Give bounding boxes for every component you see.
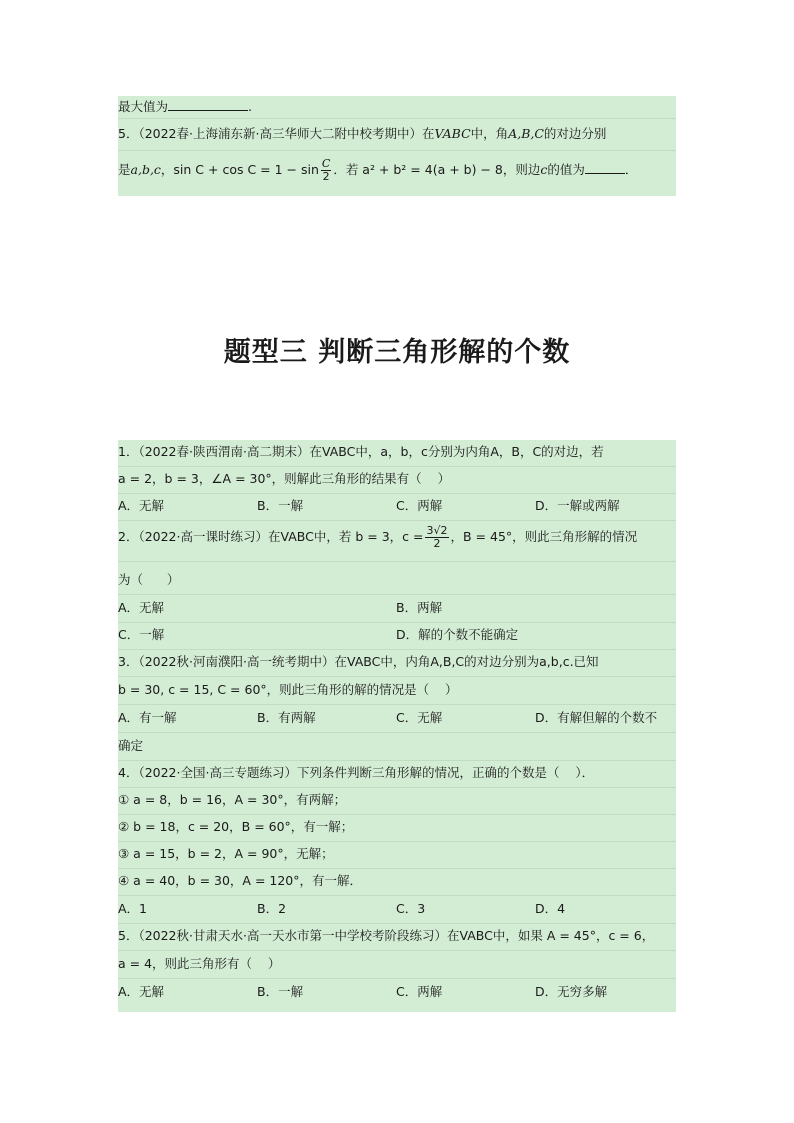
q2-stem-2: 为（ ） bbox=[118, 572, 180, 587]
q4-item-2: ② b = 18，c = 20，B = 60°，有一解； bbox=[118, 819, 354, 834]
q4-option-b[interactable]: B．2 bbox=[257, 901, 287, 916]
side-c: c bbox=[540, 162, 548, 177]
section-title: 题型三 判断三角形解的个数 bbox=[223, 337, 571, 368]
q5-prev-stem-c: 中，角 bbox=[470, 126, 509, 141]
q3-option-a[interactable]: A．有一解 bbox=[118, 710, 177, 725]
q1-option-b[interactable]: B．一解 bbox=[257, 498, 304, 513]
fraction-3root2-over-2 bbox=[425, 525, 448, 550]
q2-option-a[interactable]: A．无解 bbox=[118, 600, 165, 615]
q3-option-d-wrap bbox=[118, 734, 676, 761]
q1-stem-line-1 bbox=[118, 440, 676, 467]
q4-option-d[interactable]: D．4 bbox=[535, 901, 566, 916]
sides-list: a,b,c bbox=[130, 162, 161, 177]
answer-blank bbox=[168, 98, 248, 111]
q2-stem-line-2 bbox=[118, 568, 676, 595]
q3-options bbox=[118, 706, 676, 733]
q3-option-c[interactable]: C．无解 bbox=[396, 710, 443, 725]
q5-stem-2: a = 4，则此三角形有（ ） bbox=[118, 956, 281, 971]
q5-prev-l3-c: ，sin C + cos C = 1 − sin bbox=[160, 162, 319, 177]
q3-stem-line-2 bbox=[118, 678, 676, 705]
q4-option-a[interactable]: A．1 bbox=[118, 901, 148, 916]
q2-option-c[interactable]: C．一解 bbox=[118, 627, 165, 642]
q4-item-4-line bbox=[118, 869, 676, 896]
q1-stem-2: a = 2，b = 3，∠A = 30°，则解此三角形的结果有（ ） bbox=[118, 471, 451, 486]
q4-item-3: ③ a = 15，b = 2，A = 90°，无解； bbox=[118, 846, 334, 861]
q1-stem-1: 1．（2022春·陕西渭南·高二期末）在VABC中，a，b，c分别为内角A，B，C的对边，若 bbox=[118, 444, 604, 459]
q2-frac-num: 3√2 bbox=[426, 524, 448, 537]
q4-item-4: ④ a = 40，b = 30，A = 120°，有一解． bbox=[118, 873, 363, 888]
q2-option-b[interactable]: B．两解 bbox=[396, 600, 443, 615]
q4-item-2-line bbox=[118, 815, 676, 842]
q1-option-d[interactable]: D．一解或两解 bbox=[535, 498, 620, 513]
top-line-2 bbox=[118, 120, 676, 151]
top-question-block bbox=[118, 96, 676, 196]
q2-stem-line-1 bbox=[118, 521, 676, 562]
q3-stem-2: b = 30, c = 15, C = 60°，则此三角形的解的情况是（ ） bbox=[118, 682, 458, 697]
q3-option-d[interactable]: D．有解但解的个数不 bbox=[535, 710, 658, 725]
q5-prev-stem-a: 5．（2022春·上海浦东新·高三华师大二附中校考期中）在 bbox=[118, 126, 435, 141]
q2-options-row-2 bbox=[118, 623, 676, 650]
q2-stem-a: 2．（2022·高一课时练习）在VABC中，若 b = 3，c = bbox=[118, 529, 424, 544]
q5-prev-l3-f: 的值为 bbox=[547, 162, 585, 177]
q3-stem-1: 3．（2022秋·河南濮阳·高一统考期中）在VABC中，内角A,B,C的对边分别为a,b,c.已知 bbox=[118, 654, 599, 669]
q2-option-d[interactable]: D．解的个数不能确定 bbox=[396, 627, 519, 642]
q4-stem: 4．（2022·全国·高三专题练习）下列条件判断三角形解的情况，正确的个数是（ ）． bbox=[118, 765, 595, 780]
q5-prev-l3-g: ． bbox=[624, 162, 638, 177]
period: . bbox=[248, 99, 252, 114]
q4-option-c[interactable]: C．3 bbox=[396, 901, 426, 916]
triangle-name: VABC bbox=[434, 126, 471, 141]
q1-stem-line-2 bbox=[118, 467, 676, 494]
q5-prev-l3-d: ．若 a² + b² = 4(a + b) − 8，则边 bbox=[333, 162, 541, 177]
q2-stem-b: ，B = 45°，则此三角形解的情况 bbox=[450, 529, 638, 544]
top-line-1-text: 最大值为 bbox=[118, 99, 169, 114]
answer-blank-2 bbox=[585, 161, 625, 174]
q5-prev-stem-e: 的对边分别 bbox=[543, 126, 607, 141]
fraction-c-over-2 bbox=[321, 158, 331, 183]
q5-stem-line-1 bbox=[118, 924, 676, 951]
q4-stem-line bbox=[118, 761, 676, 788]
q5-option-b[interactable]: B．一解 bbox=[257, 984, 304, 999]
q4-item-1: ① a = 8，b = 16，A = 30°，有两解； bbox=[118, 792, 347, 807]
q3-option-d-continued: 确定 bbox=[118, 738, 144, 753]
q1-options bbox=[118, 494, 676, 521]
q5-options bbox=[118, 980, 676, 1006]
q2-options-row-1 bbox=[118, 596, 676, 623]
q3-option-b[interactable]: B．有两解 bbox=[257, 710, 316, 725]
angles-list: A,B,C bbox=[508, 126, 544, 141]
q3-stem-line-1 bbox=[118, 650, 676, 677]
q2-frac-den: 2 bbox=[433, 537, 441, 550]
q4-item-1-line bbox=[118, 788, 676, 815]
q5-stem-line-2 bbox=[118, 952, 676, 979]
questions-block bbox=[118, 440, 676, 1012]
q5-option-c[interactable]: C．两解 bbox=[396, 984, 443, 999]
q4-item-3-line bbox=[118, 842, 676, 869]
frac-den: 2 bbox=[322, 170, 330, 183]
q5-option-a[interactable]: A．无解 bbox=[118, 984, 165, 999]
q5-stem-1: 5．（2022秋·甘肃天水·高一天水市第一中学校考阶段练习）在VABC中，如果 A = 45°，c = 6， bbox=[118, 928, 655, 943]
frac-num: C bbox=[321, 157, 331, 170]
top-line-3 bbox=[118, 150, 676, 198]
q1-option-a[interactable]: A．无解 bbox=[118, 498, 165, 513]
q1-option-c[interactable]: C．两解 bbox=[396, 498, 443, 513]
q5-prev-l3-a: 是 bbox=[118, 162, 131, 177]
q4-options bbox=[118, 897, 676, 924]
top-line-1 bbox=[118, 96, 676, 119]
q5-option-d[interactable]: D．无穷多解 bbox=[535, 984, 608, 999]
